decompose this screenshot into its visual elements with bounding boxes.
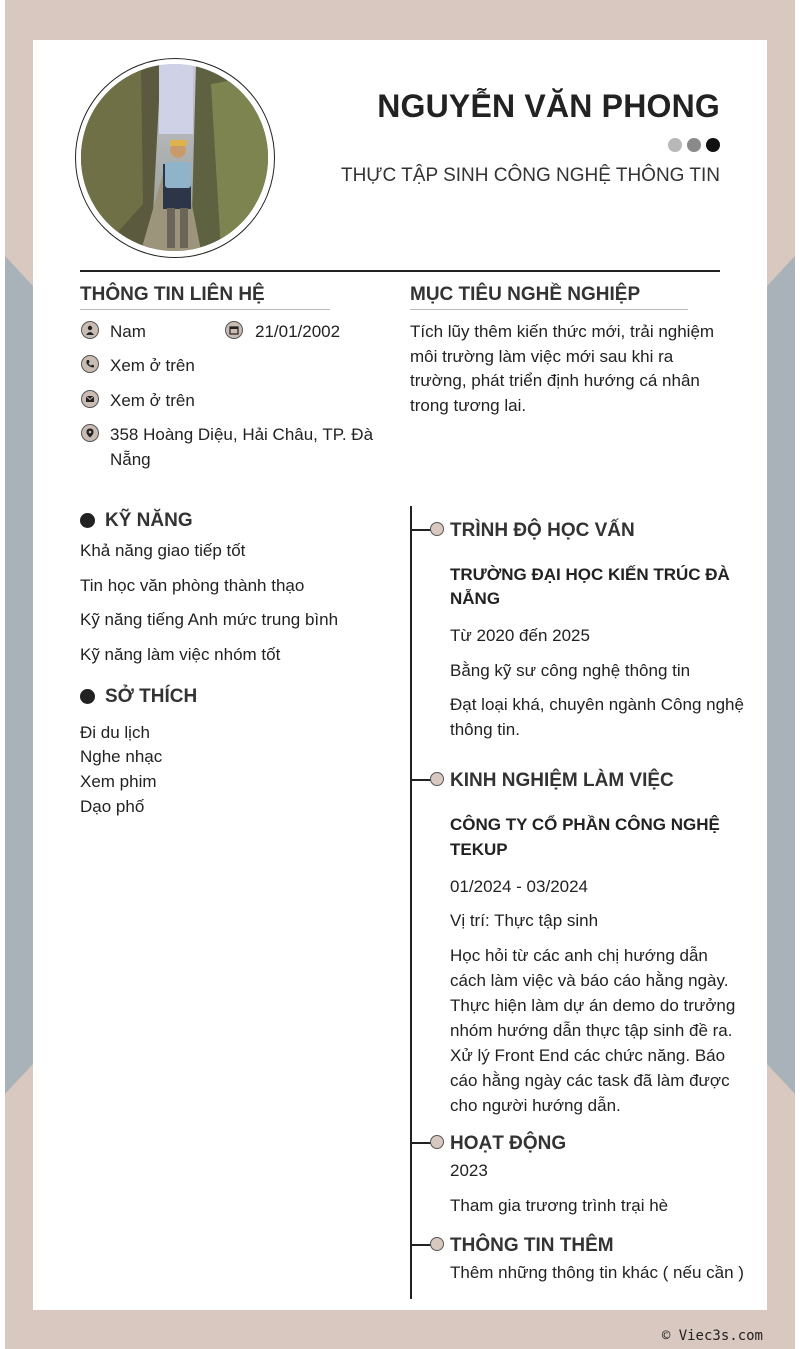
activities-text: Tham gia trương trình trại hè [450, 1196, 669, 1215]
address-line-1: 358 Hoàng Diệu, Hải Châu, TP. Đà [110, 425, 374, 444]
mail-icon [81, 390, 99, 408]
education-heading: TRÌNH ĐỘ HỌC VẤN [450, 520, 635, 541]
hobbies-bullet [80, 689, 95, 704]
extra-heading: THÔNG TIN THÊM [450, 1235, 614, 1256]
left-accent-band [5, 256, 33, 1094]
experience-description [450, 943, 735, 1118]
timeline-dot [430, 772, 444, 786]
company-name-line-2: TEKUP [450, 840, 508, 859]
education-detail-line-2: thông tin. [450, 720, 520, 739]
objective-line: trong tương lai. [410, 395, 527, 415]
description-line: cáo hằng ngày các task đã làm được [450, 1071, 730, 1090]
birthday-value: 21/01/2002 [255, 322, 341, 341]
avatar-frame [75, 58, 275, 258]
description-line: Xử lý Front End các chức năng. Báo [450, 1046, 726, 1065]
job-title: THỰC TẬP SINH CÔNG NGHỆ THÔNG TIN [340, 165, 720, 186]
timeline-tick [410, 779, 432, 781]
skills-heading: KỸ NĂNG [105, 510, 193, 531]
extra-text: Thêm những thông tin khác ( nếu cần ) [450, 1263, 744, 1282]
contact-heading: THÔNG TIN LIÊN HỆ [80, 284, 265, 305]
timeline-line [410, 506, 412, 1299]
calendar-icon [225, 321, 243, 339]
hobbies-heading: SỞ THÍCH [105, 686, 198, 707]
gender-value: Nam [110, 322, 146, 341]
dot-medium [687, 138, 701, 152]
description-line: cho người hướng dẫn. [450, 1096, 621, 1115]
phone-icon [81, 355, 99, 373]
activities-heading: HOẠT ĐỘNG [450, 1133, 567, 1154]
timeline-dot [430, 1237, 444, 1251]
header-divider [80, 270, 720, 272]
school-name-line-2: NẴNG [450, 589, 501, 608]
candidate-name: NGUYỄN VĂN PHONG [377, 88, 720, 124]
avatar [81, 64, 268, 251]
location-icon [81, 424, 99, 442]
activities-year: 2023 [450, 1161, 488, 1180]
timeline-tick [410, 1142, 432, 1144]
hobby-item: Nghe nhạc [80, 747, 163, 766]
objective-heading: MỤC TIÊU NGHỀ NGHIỆP [410, 284, 641, 305]
skills-bullet [80, 513, 95, 528]
objective-underline [410, 309, 688, 310]
dot-light [668, 138, 682, 152]
email-value: Xem ở trên [110, 391, 195, 410]
description-line: Thực hiện làm dự án demo do trưởng [450, 996, 736, 1015]
description-line: Học hỏi từ các anh chị hướng dẫn [450, 946, 708, 965]
description-line: nhóm hướng dẫn thực tập sinh đề ra. [450, 1021, 733, 1040]
phone-value: Xem ở trên [110, 356, 195, 375]
dot-dark [706, 138, 720, 152]
skill-item: Khả năng giao tiếp tốt [80, 541, 246, 560]
hobby-item: Đi du lịch [80, 723, 150, 742]
experience-position: Vị trí: Thực tập sinh [450, 911, 599, 930]
hobby-item: Dạo phố [80, 797, 145, 816]
decorative-dots [668, 138, 720, 152]
experience-heading: KINH NGHIỆM LÀM VIỆC [450, 770, 674, 791]
objective-text [410, 320, 730, 418]
skill-item: Kỹ năng tiếng Anh mức trung bình [80, 610, 339, 629]
education-period: Từ 2020 đến 2025 [450, 626, 590, 645]
skill-item: Kỹ năng làm việc nhóm tốt [80, 645, 281, 664]
education-degree: Bằng kỹ sư công nghệ thông tin [450, 661, 691, 680]
skill-item: Tin học văn phòng thành thạo [80, 576, 305, 595]
timeline-tick [410, 1244, 432, 1246]
objective-line: trường, phát triển định hướng cá nhân [410, 371, 700, 390]
timeline-tick [410, 529, 432, 531]
education-detail-line-1: Đạt loại khá, chuyên ngành Công nghệ [450, 695, 744, 714]
contact-underline [80, 309, 330, 310]
school-name-line-1: TRƯỜNG ĐẠI HỌC KIẾN TRÚC ĐÀ [450, 565, 730, 584]
right-accent-band [767, 256, 795, 1094]
address-line-2: Nẵng [110, 450, 151, 469]
hobby-item: Xem phim [80, 772, 157, 791]
footer-credit: © Viec3s.com [661, 1328, 763, 1344]
timeline-dot [430, 522, 444, 536]
company-name-line-1: CÔNG TY CỔ PHẦN CÔNG NGHỆ [450, 815, 720, 834]
experience-period: 01/2024 - 03/2024 [450, 877, 589, 896]
timeline-dot [430, 1135, 444, 1149]
objective-line: Tích lũy thêm kiến thức mới, trải nghiệm [410, 322, 715, 341]
objective-line: môi trường làm việc mới sau khi ra [410, 346, 674, 366]
user-icon [81, 321, 99, 339]
description-line: cách làm việc và báo cáo hằng ngày. [450, 971, 729, 990]
